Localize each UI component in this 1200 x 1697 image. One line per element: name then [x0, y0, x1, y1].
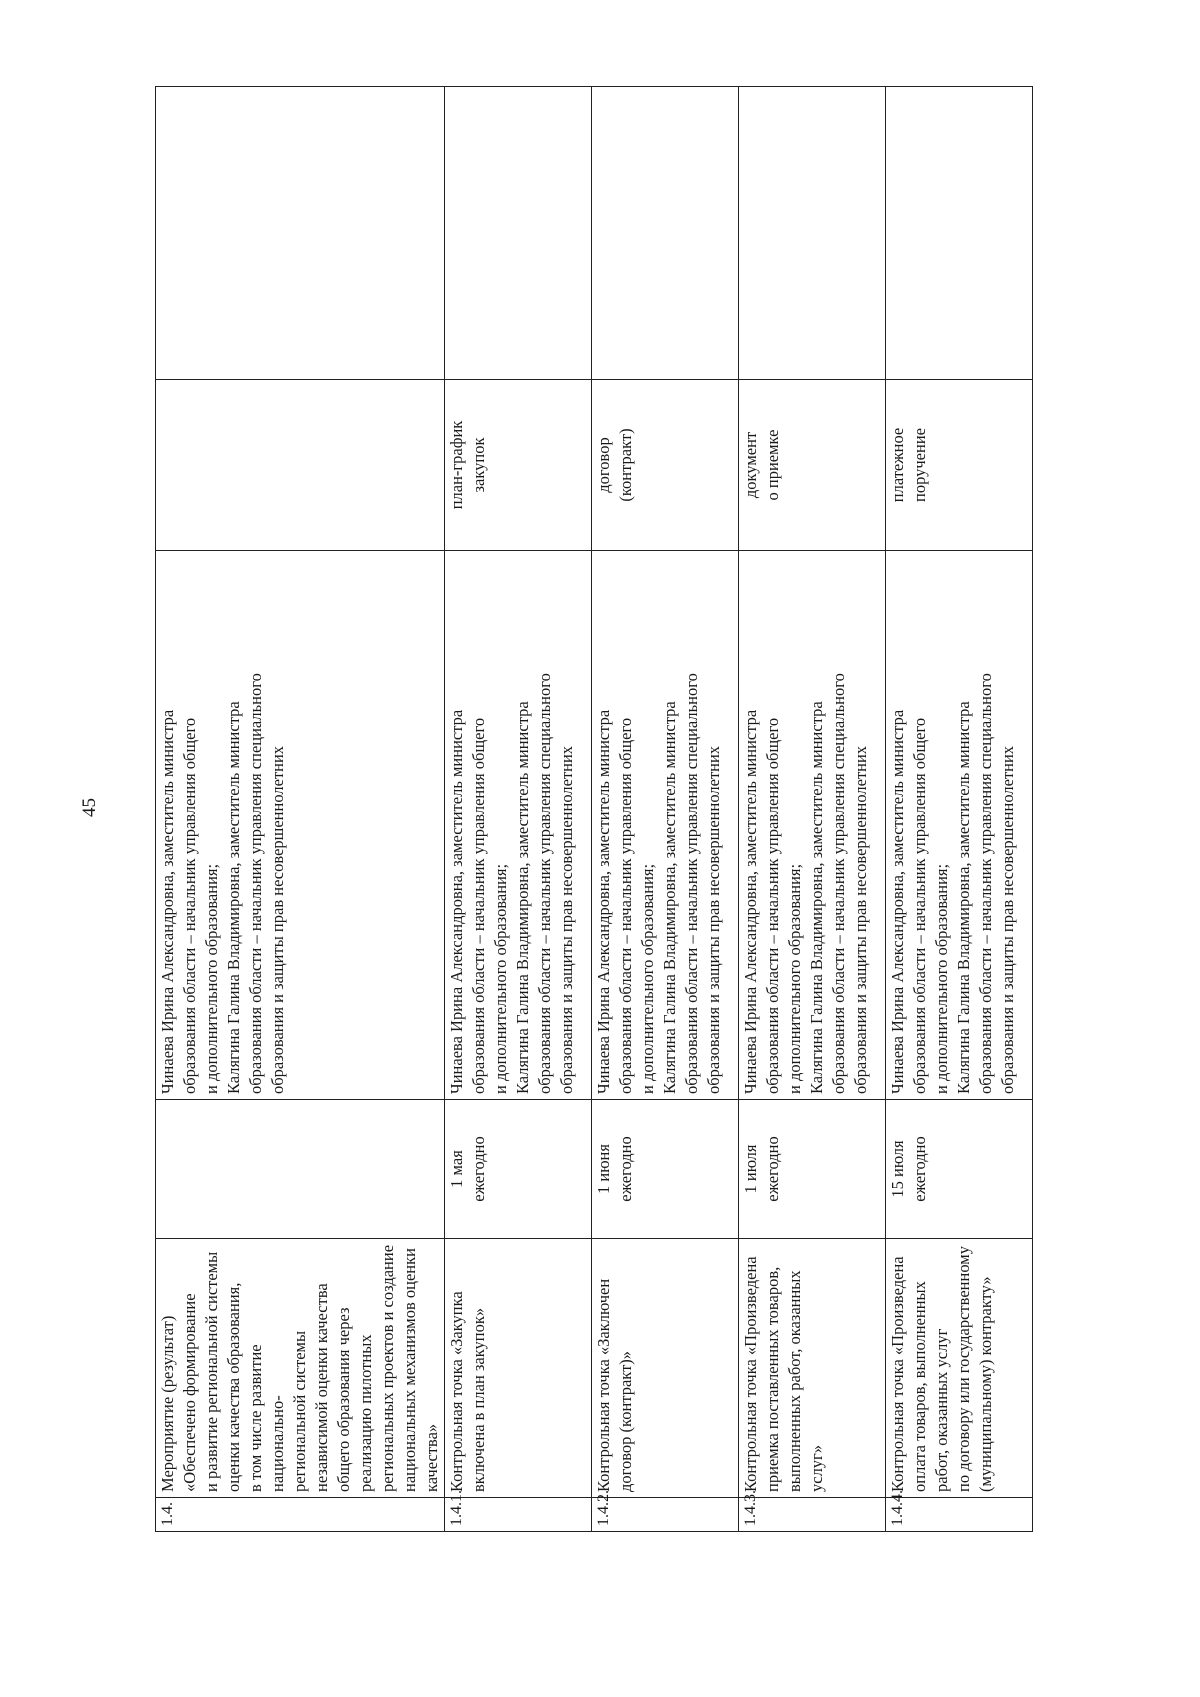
responsible-persons: Чинаева Ирина Александровна, заместитель министра образования области – начальник управления общего и дополнительного образования; Калягина Галина Владимировна, заместитель министра образования области – начальник управления специального образования и защиты прав несовершеннолетних — [445, 551, 592, 1100]
row-number: 1.4.1. — [445, 1498, 592, 1532]
task-description: Мероприятие (результат) «Обеспечено формирование и развитие региональной системы оценки качества образования, в том числе развитие национально- региональной системы независимой оценки качества общего образования через реализацию пилотных региональных проектов и создание национальных механизмов оценки качества» — [156, 1239, 445, 1498]
row-number: 1.4.2. — [592, 1498, 739, 1532]
responsible-persons: Чинаева Ирина Александровна, заместитель министра образования области – начальник управления общего и дополнительного образования; Калягина Галина Владимировна, заместитель министра образования области – начальник управления специального образования и защиты прав несовершеннолетних — [886, 551, 1033, 1100]
task-description: Контрольная точка «Заключен договор (контракт)» — [592, 1239, 739, 1498]
result-document — [156, 380, 445, 551]
deadline: 1 мая ежегодно — [445, 1100, 592, 1239]
deadline: 1 июля ежегодно — [739, 1100, 886, 1239]
responsible-persons: Чинаева Ирина Александровна, заместитель министра образования области – начальник управления общего и дополнительного образования; Калягина Галина Владимировна, заместитель министра образования области – начальник управления специального образования и защиты прав несовершеннолетних — [739, 551, 886, 1100]
row-number: 1.4.4. — [886, 1498, 1033, 1532]
task-description: Контрольная точка «Произведена оплата товаров, выполненных работ, оказанных услуг по договору или государственному (муниципальному) контракту» — [886, 1239, 1033, 1498]
deadline: 15 июля ежегодно — [886, 1100, 1033, 1239]
row-number: 1.4. — [156, 1498, 445, 1532]
extra-cell — [156, 87, 445, 380]
table-row — [886, 87, 1033, 1532]
table-row — [445, 87, 592, 1532]
table-row — [739, 87, 886, 1532]
task-description: Контрольная точка «Закупка включена в план закупок» — [445, 1239, 592, 1498]
schedule-table — [155, 86, 1033, 1532]
extra-cell — [445, 87, 592, 380]
result-document: план-график закупок — [445, 380, 592, 551]
schedule-table-frame — [155, 86, 1030, 1532]
responsible-persons: Чинаева Ирина Александровна, заместитель министра образования области – начальник управления общего и дополнительного образования; Калягина Галина Владимировна, заместитель министра образования области – начальник управления специального образования и защиты прав несовершеннолетних — [156, 551, 445, 1100]
result-document: договор (контракт) — [592, 380, 739, 551]
responsible-persons: Чинаева Ирина Александровна, заместитель министра образования области – начальник управления общего и дополнительного образования; Калягина Галина Владимировна, заместитель министра образования области – начальник управления специального образования и защиты прав несовершеннолетних — [592, 551, 739, 1100]
deadline: 1 июня ежегодно — [592, 1100, 739, 1239]
page-number: 45 — [79, 798, 100, 817]
result-document: платежное поручение — [886, 380, 1033, 551]
task-description: Контрольная точка «Произведена приемка поставленных товаров, выполненных работ, оказанных услуг» — [739, 1239, 886, 1498]
table-row — [156, 87, 445, 1532]
row-number: 1.4.3. — [739, 1498, 886, 1532]
table-row — [592, 87, 739, 1532]
extra-cell — [592, 87, 739, 380]
result-document: документ о приемке — [739, 380, 886, 551]
deadline — [156, 1100, 445, 1239]
extra-cell — [886, 87, 1033, 380]
extra-cell — [739, 87, 886, 380]
